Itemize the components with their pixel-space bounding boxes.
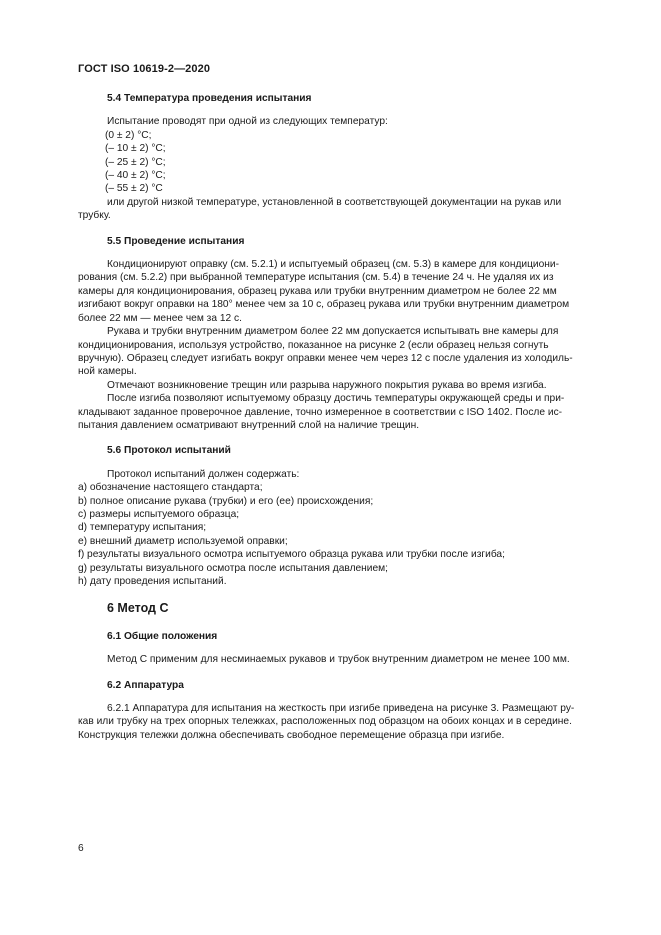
temperature-item: (– 10 ± 2) °С; xyxy=(105,143,166,155)
paragraph-line: Конструкция тележки должна обеспечивать свободное перемещение образца при изгибе. xyxy=(78,729,505,741)
list-item: g) результаты визуального осмотра после испытания давлением; xyxy=(78,562,388,574)
section-5-6-intro: Протокол испытаний должен содержать: xyxy=(107,468,300,480)
list-item: f) результаты визуального осмотра испытуемого образца рукава или трубки после изгиба; xyxy=(78,549,505,561)
paragraph-line: кондиционирования, используя устройство, показанное на рисунке 2 (если образец нельзя согнуть xyxy=(78,339,549,351)
paragraph-line: ной камеры. xyxy=(78,366,137,378)
temperature-item: (– 40 ± 2) °С; xyxy=(105,170,166,182)
list-item: е) внешний диаметр используемой оправки; xyxy=(78,535,288,547)
temperature-list xyxy=(107,129,614,196)
list-item: b) полное описание рукава (трубки) и его (ее) происхождения; xyxy=(78,495,374,507)
paragraph-line: 6.2.1 Аппаратура для испытания на жесткость при изгибе приведена на рисунке 3. Размещают ру- xyxy=(107,703,575,715)
paragraph-line: камеры для кондиционирования, образец рукава или трубки внутренним диаметром не более 22 мм xyxy=(78,285,557,297)
paragraph-line: Кондиционируют оправку (см. 5.2.1) и испытуемый образец (см. 5.3) в камере для кондициони- xyxy=(107,259,559,271)
paragraph-line: более 22 мм — менее чем за 12 с. xyxy=(78,312,242,324)
paragraph-line: кав или трубку на трех опорных тележках, расположенных под образцом на обоих концах и в середине. xyxy=(78,716,572,728)
section-6-1-heading: 6.1 Общие положения xyxy=(107,630,218,642)
section-5-4-outro-line: трубку. xyxy=(78,210,111,222)
list-item: h) дату проведения испытаний. xyxy=(78,576,227,587)
list-item: d) температуру испытания; xyxy=(78,522,207,534)
section-6-1-text: Метод С применим для несминаемых рукавов и трубок внутренним диаметром не менее 100 мм. xyxy=(107,654,570,666)
document-header: ГОСТ ISO 10619-2—2020 xyxy=(78,63,211,75)
paragraph-line: пытания давлением осматривают внутренний слой на наличие трещин. xyxy=(78,419,420,431)
paragraph-line: После изгиба позволяют испытуемому образцу достичь температуры окружающей среды и при- xyxy=(107,393,565,405)
section-5-4-intro: Испытание проводят при одной из следующих температур: xyxy=(107,116,388,128)
report-contents-list xyxy=(78,481,614,588)
paragraph-line: вручную). Образец следует изгибать вокруг оправки менее чем через 12 с после удаления из холодиль- xyxy=(78,352,573,364)
section-5-6-heading: 5.6 Протокол испытаний xyxy=(107,445,231,457)
paragraph-line: Отмечают возникновение трещин или разрыва наружного покрытия рукава во время изгиба. xyxy=(107,379,547,391)
page-number: 6 xyxy=(78,843,84,854)
paragraph-line: Рукава и трубки внутренним диаметром более 22 мм допускается испытывать вне камеры для xyxy=(107,326,559,338)
list-item: а) обозначение настоящего стандарта; xyxy=(78,482,263,494)
paragraph-line: кладывают заданное проверочное давление, точно измеренное в соответствии с ISO 1402. После ис- xyxy=(78,406,563,418)
temperature-item: (– 25 ± 2) °С; xyxy=(105,156,166,168)
temperature-item: (– 55 ± 2) °С xyxy=(105,183,163,195)
page-content xyxy=(78,92,614,742)
section-5-4-outro-line: или другой низкой температуре, установленной в соответствующей документации на рукав или xyxy=(107,196,562,208)
paragraph-line: изгибают вокруг оправки на 180° менее чем за 10 с, образец рукава или трубки внутренним диаметром xyxy=(78,299,570,311)
temperature-item: (0 ± 2) °С; xyxy=(105,129,152,141)
section-5-4-heading: 5.4 Температура проведения испытания xyxy=(107,93,312,104)
list-item: с) размеры испытуемого образца; xyxy=(78,508,240,520)
paragraph-line: рования (см. 5.2.2) при выбранной температуре испытания (см. 5.4) в течение 24 ч. Не удаляя их из xyxy=(78,272,554,284)
section-6-heading: 6 Метод С xyxy=(107,601,169,616)
section-5-5-heading: 5.5 Проведение испытания xyxy=(107,235,245,247)
section-6-2-heading: 6.2 Аппаратура xyxy=(107,679,184,691)
